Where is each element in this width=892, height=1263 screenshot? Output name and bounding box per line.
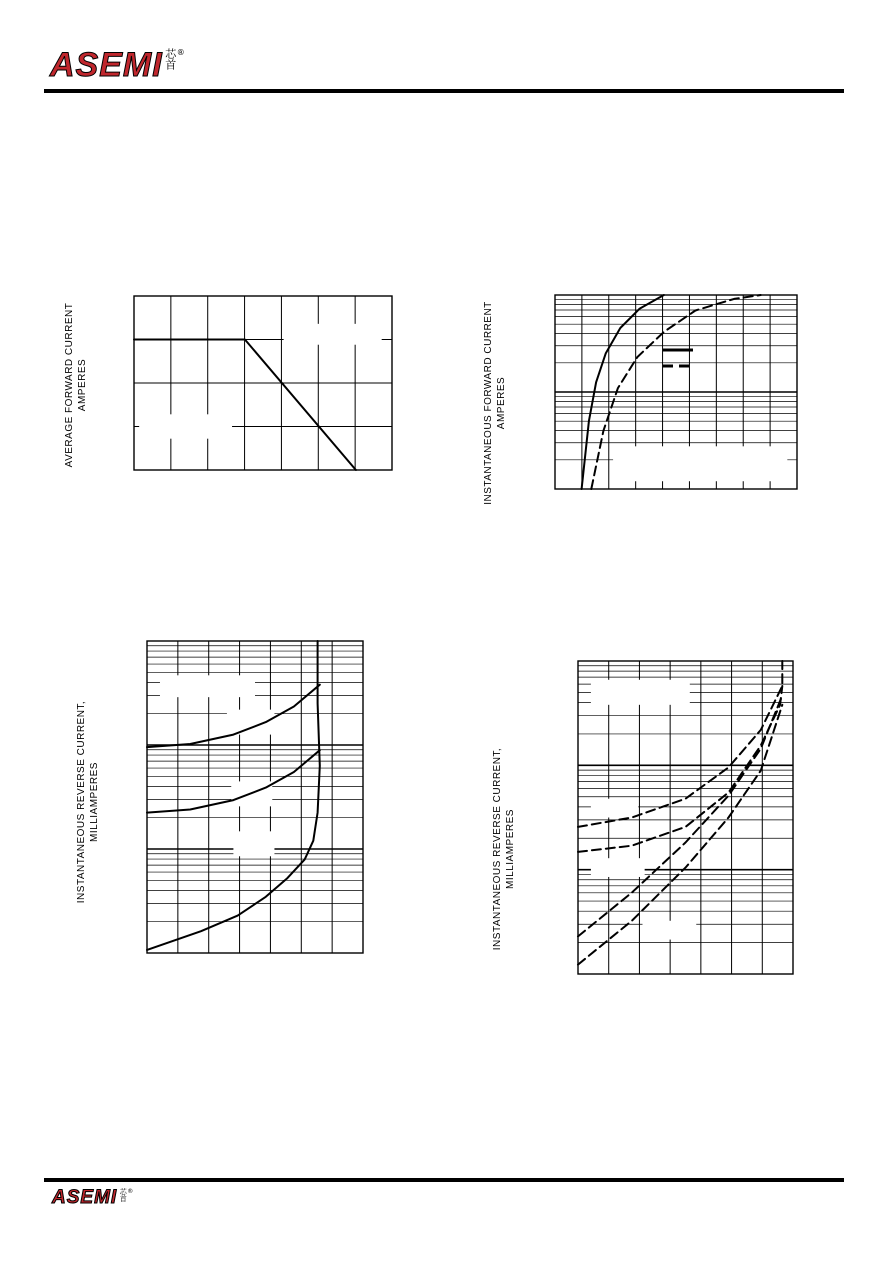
blank-label-box xyxy=(284,324,382,345)
fig3-chart xyxy=(147,641,363,953)
footer-logo xyxy=(52,1188,133,1207)
blank-label-box xyxy=(139,414,232,438)
fig1-ylabel xyxy=(63,290,89,480)
fig2-ylabel-line2: AMPERES xyxy=(496,376,507,430)
footer-registered-mark: ® xyxy=(127,1188,134,1195)
fig1-chart xyxy=(134,296,392,470)
blank-label-box xyxy=(591,680,690,705)
blank-label-box xyxy=(160,675,255,697)
blank-label-box xyxy=(591,858,645,877)
blank-label-box xyxy=(591,799,638,818)
brand-logo xyxy=(50,48,185,82)
brand-cjk-mark: 芯首 xyxy=(163,48,177,70)
fig1-ylabel-line2: AMPERES xyxy=(77,358,88,412)
fig4-ylabel xyxy=(491,734,517,964)
blank-label-box xyxy=(613,446,787,481)
header-rule xyxy=(44,89,844,93)
footer-cjk-mark: 芯首 xyxy=(119,1188,128,1202)
footer-rule xyxy=(44,1178,844,1182)
registered-mark: ® xyxy=(176,48,185,57)
fig3-ylabel xyxy=(75,692,101,912)
brand-wordmark: ASEMI xyxy=(50,46,163,84)
fig4-chart xyxy=(578,661,793,974)
fig2-ylabel-line1: INSTANTANEOUS FORWARD CURRENT xyxy=(483,301,494,505)
fig2-ylabel xyxy=(482,283,508,523)
fig1-ylabel-line1: AVERAGE FORWARD CURRENT xyxy=(64,302,75,468)
blank-label-box xyxy=(643,921,697,940)
fig4-ylabel-line1: INSTANTANEOUS REVERSE CURRENT, xyxy=(492,747,503,951)
fig4-ylabel-line2: MILLIAMPERES xyxy=(505,809,516,889)
footer-wordmark: ASEMI xyxy=(52,1187,118,1208)
fig2-chart xyxy=(555,295,797,489)
blank-label-box xyxy=(233,831,274,856)
fig3-ylabel-line2: MILLIAMPERES xyxy=(89,762,100,842)
fig3-ylabel-line1: INSTANTANEOUS REVERSE CURRENT, xyxy=(76,700,87,904)
